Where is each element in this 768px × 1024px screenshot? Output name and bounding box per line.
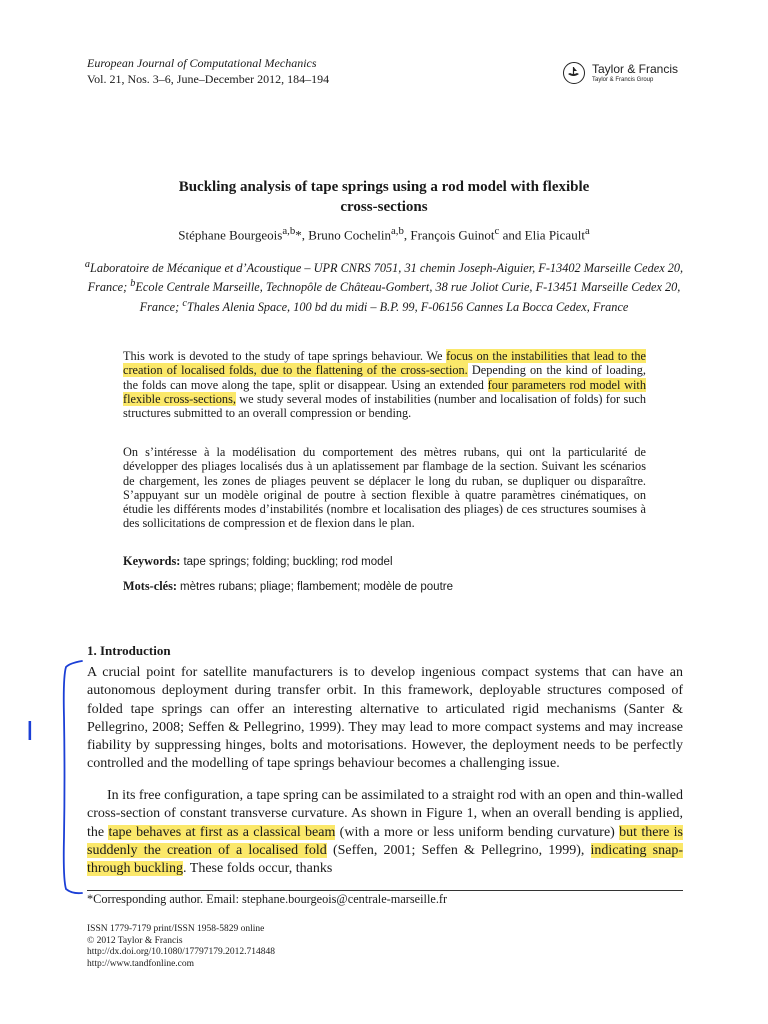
title-line-2: cross-sections [340,199,428,215]
author-affiliation-sup: c [494,225,500,237]
body-text: . These folds occur, thanks [183,861,333,877]
highlighted-text[interactable]: focus on the instabilities that lead to the creation of localised folds, due to the flattening of the cross-section. [123,349,646,378]
journal-name: European Journal of Computational Mechanics [87,56,317,70]
keywords-label: Keywords: [123,554,181,568]
corresponding-author-footnote: *Corresponding author. Email: stephane.bourgeois@centrale-marseille.fr [87,892,448,906]
abstract-french: On s’intéresse à la modélisation du comportement des mètres rubans, qui ont la particularité de développer des pliages localisés dus à un aplatissement par flambage de la section. Suivant les scénarios de chargement, les zones de pliages peuvent se déplacer le long du ruban, se dupliquer ou disparaître. S’appuyant sur un modèle original de poutre à section flexible à quatre paramètres cinématiques, on étudie les différents modes d’instabilités (nombre et localisation des pliages) de ces structures soumises à des sollicitations de compression et de flexion dans le plan. [123,445,646,531]
body-text: (Seffen, 2001; Seffen & Pellegrino, 1999), [326,842,591,858]
mots-cles-value: mètres rubans; pliage; flambement; modèle de poutre [180,581,453,593]
body-text: (with a more or less uniform bending curvature) [335,824,620,840]
footnote-rule [87,890,683,891]
mots-cles [123,579,646,594]
author-affiliation-sup: a,b [390,225,404,237]
affiliation-b: Ecole Centrale Marseille, Technopôle de Château-Gombert, 38 rue Joliot Curie, F-13451 Marseille Cedex 20, France; [135,280,681,314]
highlighted-text[interactable]: tape behaves at first as a classical beam [108,824,336,840]
publication-info [87,924,275,970]
body-text: In its free configuration, a tape spring can be assimilated to a straight rod with an open and thin-walled cross-section of constant transverse curvature. As shown in Figure 1, when an overall bending is applied, the [87,788,683,840]
intro-paragraph-1: A crucial point for satellite manufacturers is to develop ingenious compact systems that can have an autonomous deployment during transfer orbit. In this framework, deployable structures composed of folded tape springs can offer an interesting alternative to articulated rigid mechanisms (Santer & Pellegrino, 2008; Seffen & Pellegrino, 1999). They may lead to more compact systems and may increase fiability by suppressing hinges, bolts and motorisations. However, the deployment needs to be perfectly controlled and the modelling of tape springs behaviour becomes a challenging issue. [87,665,683,772]
abstract-english [123,349,646,420]
author-name: Bruno Cochelin [308,227,391,243]
highlighted-text[interactable]: but there is suddenly the creation of a localised fold [87,824,684,858]
section-heading: 1. Introduction [87,643,171,658]
keywords-value: tape springs; folding; buckling; rod model [183,556,393,568]
mots-cles-label: Mots-clés: [123,579,177,593]
affiliation-b-sup: b [130,278,136,290]
affiliation-a: Laboratoire de Mécanique et d’Acoustique – UPR CNRS 7051, 31 chemin Joseph-Aiguier, F-13402 Marseille Cedex 20, France; [87,261,684,295]
affiliation-c-sup: c [182,297,187,309]
publisher-group: Taylor & Francis Group [592,77,654,83]
author-affiliation-sup: a,b [282,225,296,237]
abstract-text: Depending on the kind of loading, the folds can move along the tape, split or disappear. Using an extended [123,363,646,392]
publisher-name: Taylor & Francis [592,62,679,76]
abstract-text: we study several modes of instabilities (number and localisation of folds) for such structures submitted to an overall compression or bending. [123,391,646,421]
affiliations [84,257,684,315]
author-separator: *, [295,227,309,243]
copyright-line: © 2012 Taylor & Francis [87,935,183,946]
highlighted-text[interactable]: indicating snap-through buckling [87,842,683,877]
author-affiliation-sup: a [584,225,590,237]
journal-volume: Vol. 21, Nos. 3–6, June–December 2012, 184–194 [87,72,330,86]
journal-header [87,55,329,87]
abstract-text: This work is devoted to the study of tape springs behaviour. We [123,349,447,363]
margin-bracket-annotation [54,657,84,897]
publisher-logo-icon [563,62,585,84]
author-name: Elia Picault [524,227,585,243]
author-name: François Guinot [410,227,495,243]
affiliation-c: Thales Alenia Space, 100 bd du midi – B.P. 99, F-06156 Cannes La Bocca Cedex, France [186,299,629,314]
author-separator: and [499,227,525,243]
author-separator: , [403,227,411,243]
author-name: Stéphane Bourgeois [178,227,283,243]
article-title [100,177,668,217]
margin-note-annotation: I [26,717,34,747]
doi-link[interactable]: http://dx.doi.org/10.1080/17797179.2012.714848 [87,947,275,957]
website-link[interactable]: http://www.tandfonline.com [87,958,195,969]
issn-line: ISSN 1779-7179 print/ISSN 1958-5829 online [87,924,265,934]
affiliation-a-sup: a [84,259,91,270]
intro-paragraph-2 [87,787,683,878]
author-list [100,222,668,244]
keywords [123,554,646,569]
title-line-1: Buckling analysis of tape springs using a rod model with flexible [178,179,590,195]
highlighted-text[interactable]: four parameters rod model with flexible cross-sections, [123,377,646,406]
publisher-logo [563,60,693,90]
